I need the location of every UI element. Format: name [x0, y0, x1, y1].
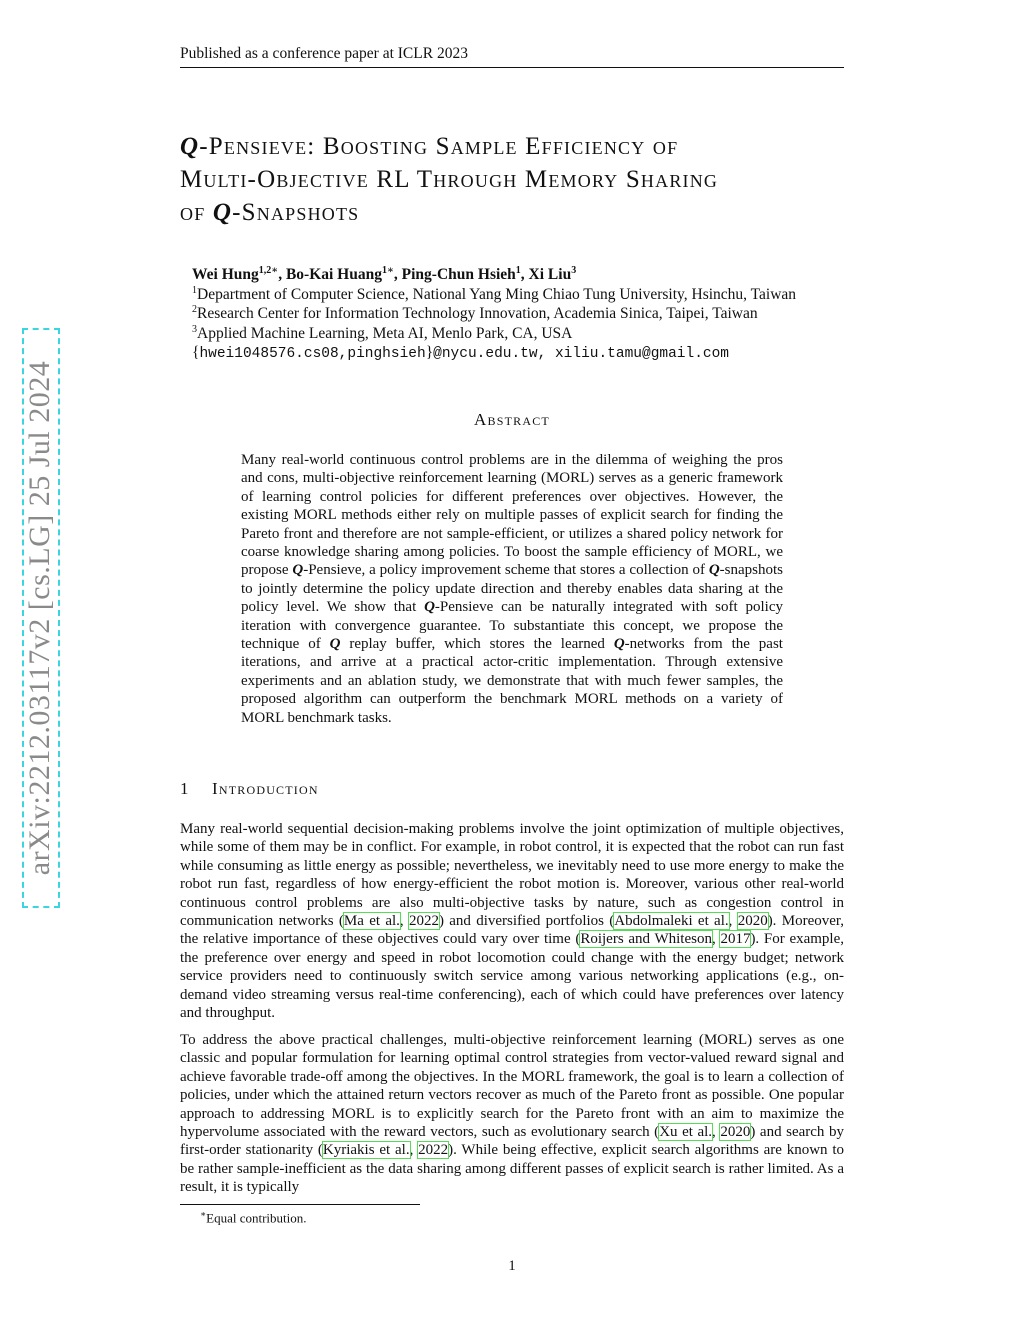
section-number: 1 — [180, 779, 190, 798]
intro-paragraph-1 — [180, 820, 844, 1022]
abstract-text: -snapshots to jointly determine the policy update direction and thereby enables data sharing at the policy level. We show that — [241, 562, 783, 616]
title-part-1: -Pensieve: Boosting Sample Efficiency of — [199, 133, 679, 160]
affiliation-sup: 2 — [192, 303, 197, 315]
equal-contrib-mark: ∗ — [386, 264, 394, 276]
footnote-text: Equal contribution. — [206, 1210, 307, 1226]
abstract-text: -Pensieve, a policy improvement scheme that stores a collection of — [303, 562, 709, 579]
author-name: Xi Liu — [528, 266, 572, 283]
page-number: 1 — [508, 1258, 516, 1274]
author-affil-sup: 1 — [515, 264, 521, 276]
body-text: , — [399, 913, 409, 930]
body-text: Many real-world sequential decision-making problems involve the joint optimization of multiple objectives, while some of them may be in conflict. For example, in robot control, it is expected that the robot can run fast while consuming as little energy as possible; nevertheless, we inevitably need to use more energy to make the robot run fast, regardless of how energy-efficient the robot motion is. Moreover, various other real-world continuous control problems are also multi-objective tasks by nature, such as congestion control in communication networks ( — [180, 821, 844, 930]
equal-contrib-mark: ∗ — [271, 264, 279, 276]
citation-link[interactable]: 2022 — [418, 1142, 449, 1159]
citation-link[interactable]: 2022 — [408, 913, 439, 930]
citation-link[interactable]: Roijers and Whiteson — [580, 931, 712, 948]
author-separator: , — [520, 266, 529, 283]
body-text: , — [711, 931, 721, 948]
email-users: hwei1048576.cs08,pinghsieh — [199, 346, 426, 362]
paper-title — [180, 130, 844, 229]
affiliation-1 — [192, 285, 852, 305]
footnote — [200, 1209, 307, 1226]
title-line-1 — [180, 130, 844, 163]
author-affil-sup: 3 — [571, 264, 577, 276]
intro-paragraph-2 — [180, 1031, 844, 1197]
author-block — [192, 265, 852, 365]
body-text: ). While being effective, explicit search algorithms are known to be rather sample-inefficient as the data sharing among different passes of explicit search is rather limited. As a result, it is typically — [180, 1142, 845, 1196]
body-text: ) and search by first-order stationarity ( — [180, 1124, 844, 1159]
body-text: , — [728, 913, 738, 930]
affiliation-3 — [192, 324, 852, 344]
body-text: ). Moreover, the relative importance of these objectives could vary over time ( — [180, 913, 845, 948]
section-title: Introduction — [212, 779, 319, 798]
affiliation-sup: 3 — [192, 323, 197, 335]
title-q-symbol-2: Q — [212, 199, 233, 226]
author-names — [192, 265, 852, 285]
author-emails — [192, 343, 852, 365]
title-of: of — [180, 199, 213, 226]
citation-link[interactable]: Xu et al. — [659, 1124, 713, 1141]
citation-link[interactable]: Kyriakis et al. — [322, 1142, 410, 1159]
citation-link[interactable]: 2020 — [737, 913, 768, 930]
citation-link[interactable]: 2017 — [720, 931, 751, 948]
abstract-text: -Pensieve can be naturally integrated with soft policy iteration with convergence guarantee. To substantiate this concept, we propose the technique of — [241, 599, 783, 653]
author-name: Wei Hung — [192, 266, 259, 283]
email-brace: } — [425, 344, 434, 361]
running-header: Published as a conference paper at ICLR 2023 — [180, 45, 844, 68]
affiliation-2 — [192, 304, 852, 324]
citation-link[interactable]: Ma et al. — [343, 913, 400, 930]
q-symbol: Q — [613, 636, 625, 653]
body-text: , — [712, 1124, 721, 1141]
body-text: ). For example, the preference over energy and speed in robot locomotion could change with the energy budget; network service providers need to continuously switch service among various networking applications (e.g., on-demand video streaming versus real-time conferencing), each of which could have preferences over latency and throughput. — [180, 931, 845, 1022]
footnote-divider — [180, 1204, 420, 1205]
footnote-mark: ∗ — [200, 1209, 207, 1219]
q-symbol: Q — [329, 636, 341, 653]
title-part-3: -Snapshots — [232, 199, 360, 226]
abstract-text: -networks from the past iterations, and arrive at a practical actor-critic implementation. Through extensive experiments and an ablation study, we demonstrate that with much fewer samples, the proposed algorithm can outperform the benchmark MORL methods on a variety of MORL benchmark tasks. — [241, 636, 783, 726]
q-symbol: Q — [424, 599, 435, 616]
author-separator: , — [278, 266, 286, 283]
body-text: ) and diversified portfolios ( — [438, 913, 615, 930]
author-affil-sup: 1,2 — [258, 264, 272, 276]
body-text: To address the above practical challenges, multi-objective reinforcement learning (MORL) serves as one classic and popular formulation for learning optimal control strategies from vector-valued reward signal and achieve favorable trade-off among the objectives. In the MORL framework, the goal is to learn a collection of policies, under which the attained return vectors recover as much of the Pareto front as possible. One popular approach to addressing MORL is to explicitly search for the Pareto front with an aim to maximize the hypervolume associated with the reward vectors, such as evolutionary search ( — [180, 1032, 844, 1141]
abstract-text: replay buffer, which stores the learned — [340, 636, 614, 653]
abstract-heading: Abstract — [474, 410, 550, 429]
author-name: Ping-Chun Hsieh — [401, 266, 516, 283]
affiliation-text: Research Center for Information Technology Innovation, Academia Sinica, Taipei, Taiwan — [197, 305, 758, 322]
body-text: , — [409, 1142, 419, 1159]
affiliation-sup: 1 — [192, 284, 197, 296]
q-symbol: Q — [708, 562, 720, 579]
citation-link[interactable]: Abdolmaleki et al. — [614, 913, 729, 930]
email-domains: @nycu.edu.tw, xiliu.tamu@gmail.com — [433, 346, 730, 362]
q-symbol: Q — [292, 562, 304, 579]
email-brace: { — [192, 344, 200, 361]
arxiv-identifier: arXiv:2212.03117v2 [cs.LG] 25 Jul 2024 — [23, 360, 56, 876]
affiliation-text: Applied Machine Learning, Meta AI, Menlo Park, CA, USA — [197, 324, 573, 342]
abstract-text: Many real-world continuous control problems are in the dilemma of weighing the pros and cons, multi-objective reinforcement learning (MORL) serves as a generic framework of learning control policies for different preferences over objectives. However, the existing MORL methods either rely on multiple passes of explicit search for finding the Pareto front and therefore are not sample-efficient, or utilizes a shared policy network for coarse knowledge sharing among policies. To boost the sample efficiency of MORL, we propose — [241, 452, 783, 579]
author-affil-sup: 1 — [381, 264, 387, 276]
title-line-3 — [180, 196, 844, 229]
citation-link[interactable]: 2020 — [720, 1124, 751, 1141]
title-line-2: Multi-Objective RL Through Memory Sharing — [180, 166, 719, 193]
title-q-symbol: Q — [180, 133, 200, 160]
affiliation-text: Department of Computer Science, National Yang Ming Chiao Tung University, Hsinchu, Taiwan — [197, 285, 797, 303]
author-separator: , — [393, 266, 402, 283]
abstract-body — [241, 451, 783, 727]
author-name: Bo-Kai Huang — [285, 266, 382, 283]
section-heading-introduction — [180, 779, 319, 799]
